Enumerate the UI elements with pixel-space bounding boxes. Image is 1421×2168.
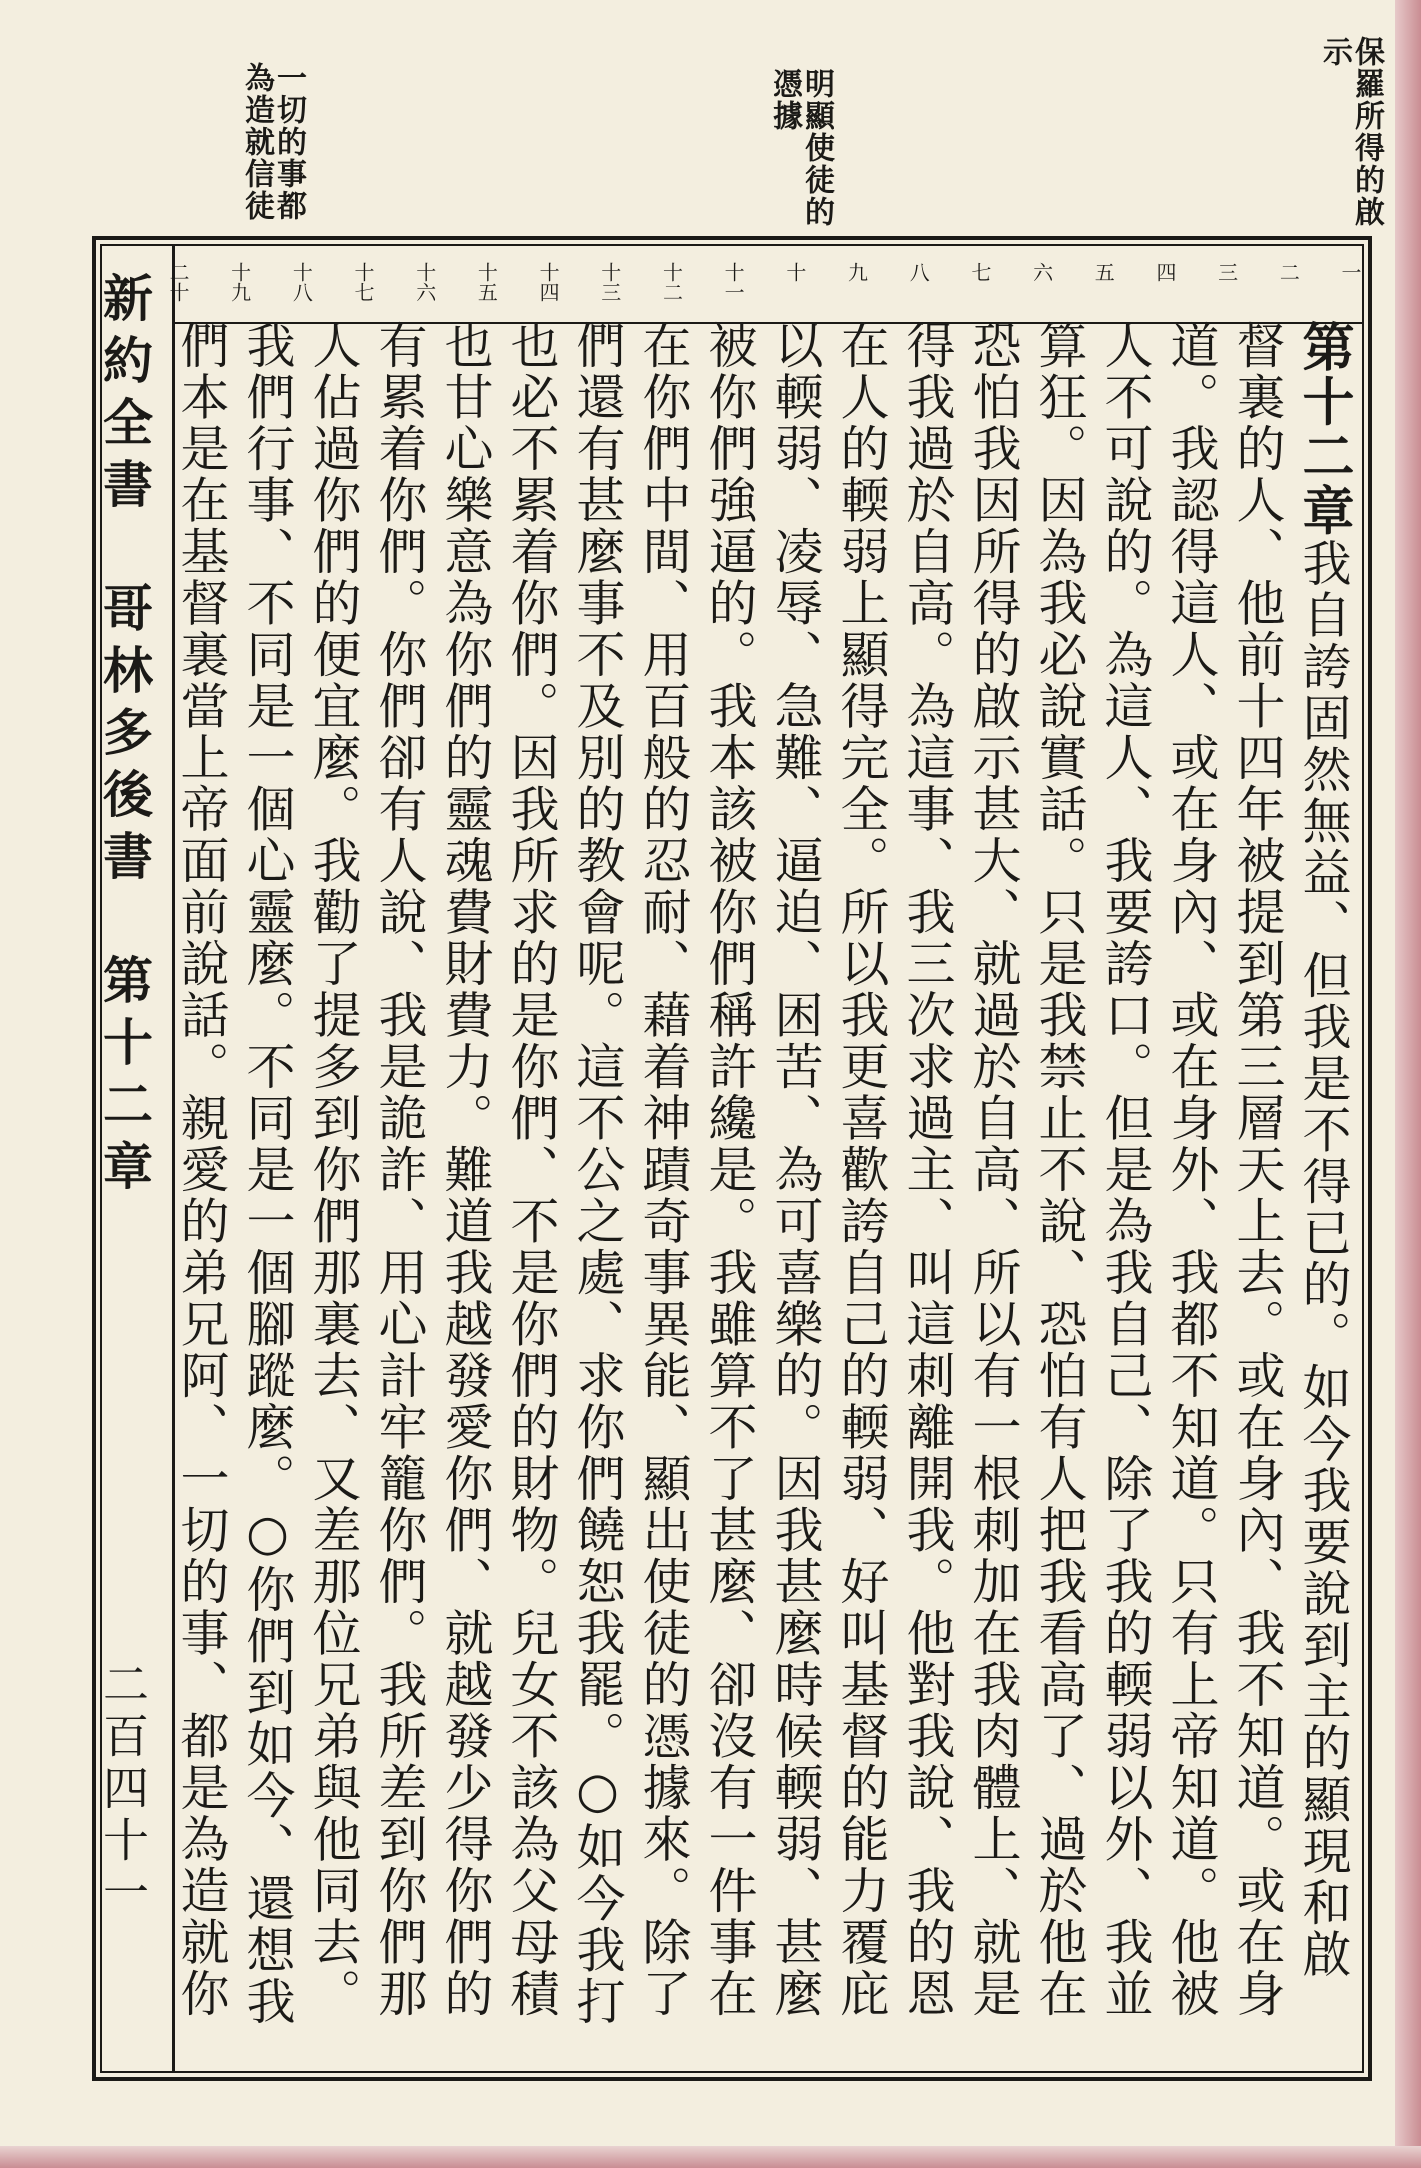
verse-number: 三	[1214, 262, 1239, 282]
marginal-note-middle: 明顯使徒的憑據	[767, 68, 834, 228]
text-column-2: 督裏的人、他前十四年被提到第三層天上去。或在身內、我不知道。或在身	[1229, 320, 1286, 2020]
verse-number: 十五	[474, 262, 499, 302]
verse-text: 我自誇固然無益、但我是不得已的。如今我要說到主的顯現和啟	[1295, 538, 1352, 1980]
verse-number: 一	[1338, 262, 1362, 282]
verse-number: 九	[844, 262, 869, 282]
text-column-17: 我們行事、不同是一個心靈麼。不同是一個腳蹤麼。○你們到如今、還想我	[239, 320, 296, 2028]
marginal-note-right: 保羅所得的啟示	[1317, 36, 1384, 228]
text-column-3: 道。我認得這人、或在身內、或在身外、我都不知道。只有上帝知道。他被	[1163, 320, 1220, 2020]
text-column-18: 們本是在基督裏當上帝面前說話。親愛的弟兄阿、一切的事、都是為造就你	[173, 320, 230, 2020]
text-column-1	[1292, 320, 1354, 2060]
verse-number: 十	[782, 262, 807, 282]
text-column-9: 以輭弱、凌辱、急難、逼迫、困苦、為可喜樂的。因我甚麼時候輭弱、甚麼	[767, 320, 824, 2020]
verse-number: 二	[1276, 262, 1301, 282]
verse-number: 十七	[351, 262, 376, 302]
verse-number: 十六	[412, 262, 437, 302]
text-body	[164, 320, 1354, 2065]
text-column-8: 在人的輭弱上顯得完全。所以我更喜歡誇自己的輭弱、好叫基督的能力覆庇	[833, 320, 890, 2020]
verse-number: 四	[1152, 262, 1177, 282]
text-column-16: 人佔過你們的便宜麼。我勸了提多到你們那裏去、又差那位兄弟與他同去。	[305, 320, 362, 2020]
text-column-13: 也必不累着你們。因我所求的是你們、不是你們的財物。兒女不該為父母積	[503, 320, 560, 2020]
verse-number: 六	[1029, 262, 1054, 282]
text-column-6: 恐怕我因所得的啟示甚大、就過於自高、所以有一根刺加在我肉體上、就是	[965, 320, 1022, 2020]
verse-number: 七	[967, 262, 992, 282]
text-column-7: 得我過於自高。為這事、我三次求過主、叫這刺離開我。他對我說、我的恩	[899, 320, 956, 2020]
running-head: 新約全書 哥林多後書 第十二章	[95, 272, 154, 1202]
marginal-note-left: 一切的事都為造就信徒	[239, 62, 306, 222]
verse-number: 十二	[659, 262, 684, 302]
verse-number: 八	[906, 262, 931, 282]
text-column-10: 被你們強逼的。我本該被你們稱許纔是。我雖算不了甚麼、卻沒有一件事在	[701, 320, 758, 2020]
page-edge	[1395, 0, 1421, 2168]
bottom-edge	[0, 2146, 1421, 2168]
chapter-title: 第十二章	[1293, 320, 1354, 538]
text-column-14: 也甘心樂意為你們的靈魂費財費力。難道我越發愛你們、就越發少得你們的	[437, 320, 494, 2020]
verse-number: 十九	[227, 262, 252, 302]
verse-number: 十一	[721, 262, 746, 302]
verse-number: 十三	[597, 262, 622, 302]
text-column-12: 們還有甚麼事不及別的教會呢。這不公之處、求你們饒恕我罷。○如今我打	[569, 320, 626, 2028]
text-column-4: 人不可說的。為這人、我要誇口。但是為我自己、除了我的輭弱以外、我並	[1097, 320, 1154, 2020]
verse-number: 十四	[536, 262, 561, 302]
text-column-15: 有累着你們。你們卻有人說、我是詭詐、用心計牢籠你們。我所差到你們那	[371, 320, 428, 2020]
text-column-5: 算狂。因為我必說實話。只是我禁止不說、恐怕有人把我看高了、過於他在	[1031, 320, 1088, 2020]
verse-number: 五	[1091, 262, 1116, 282]
verse-number: 十八	[289, 262, 314, 302]
text-column-11: 在你們中間、用百般的忍耐、藉着神蹟奇事異能、顯出使徒的憑據來。除了	[635, 320, 692, 2020]
verse-number: 二十	[166, 262, 190, 302]
page-number: 二百四十一	[96, 1660, 150, 1920]
